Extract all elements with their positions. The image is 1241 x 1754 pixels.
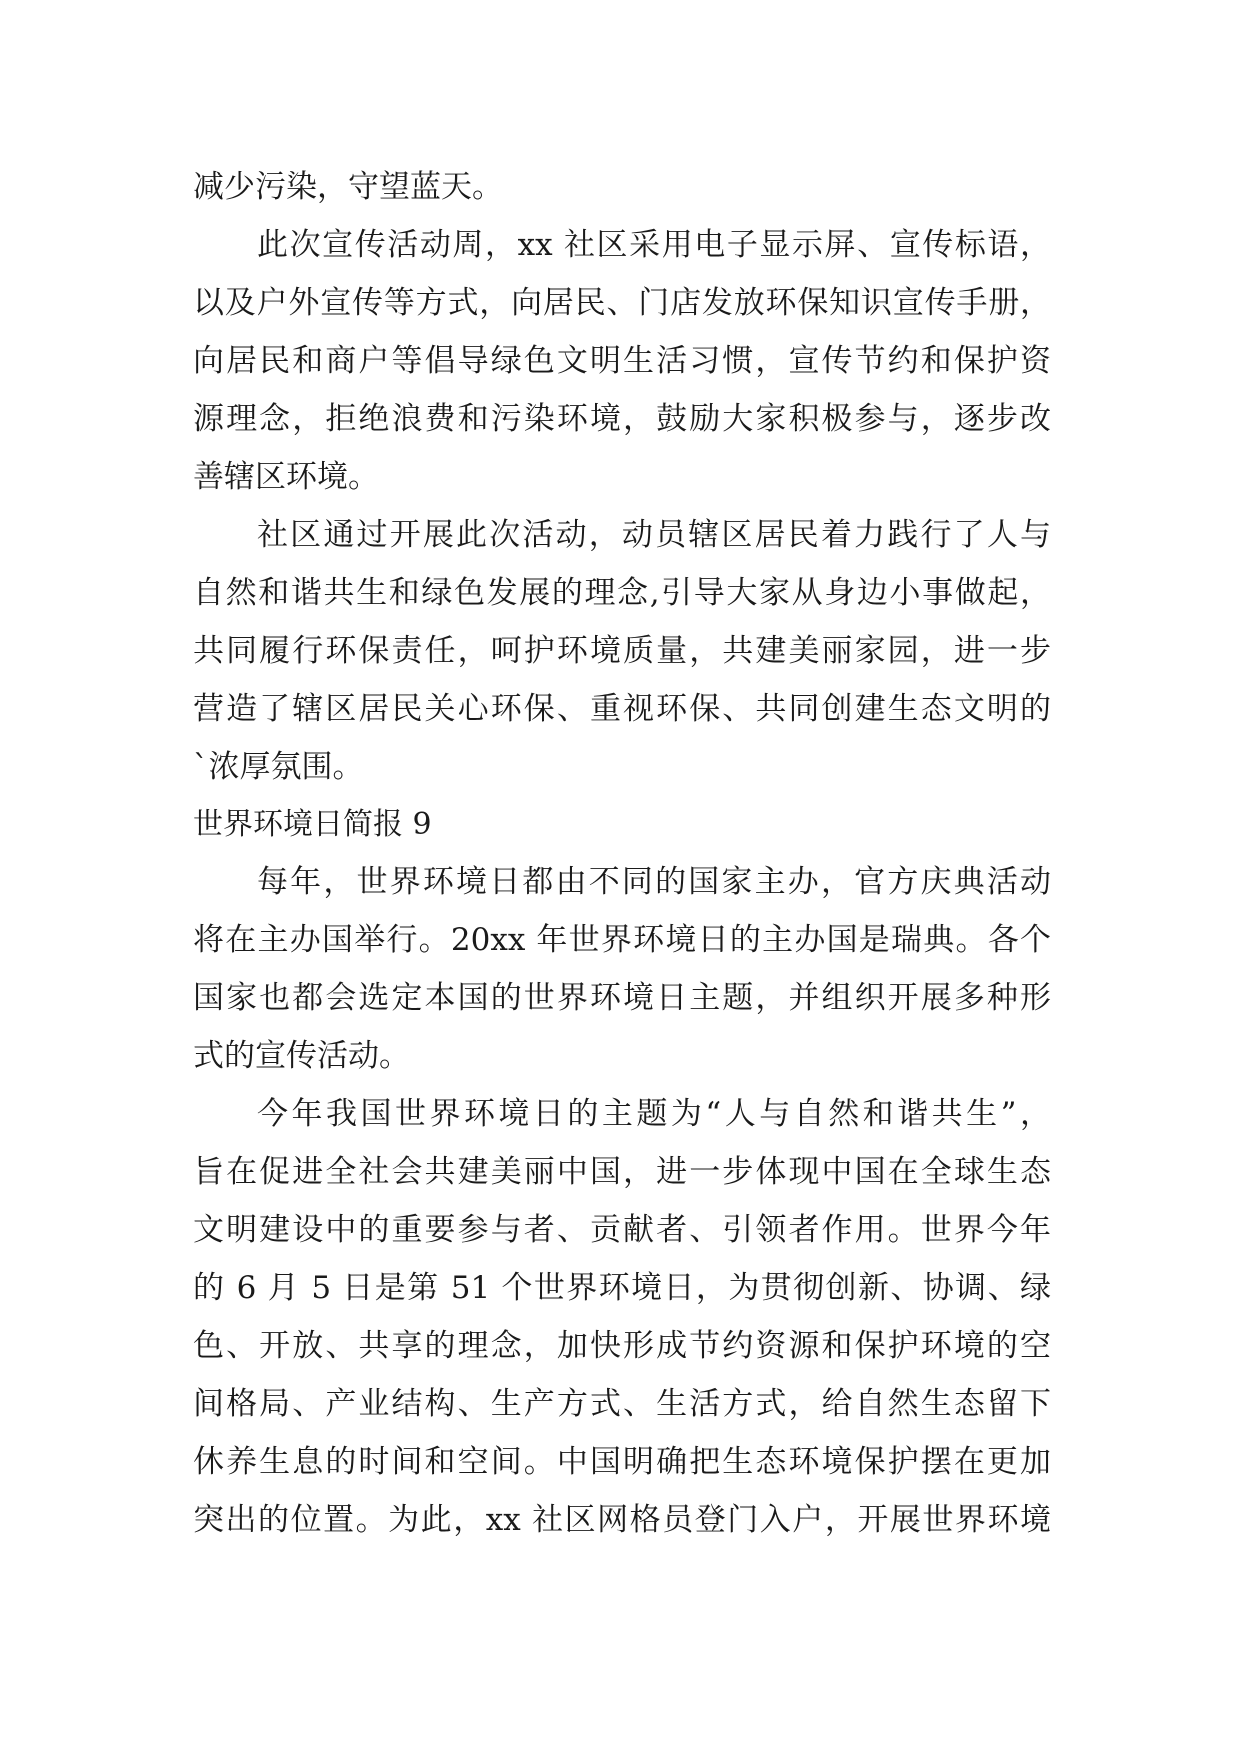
text-line: 善辖区环境。 [193, 459, 379, 495]
text-line: 向居民和商户等倡导绿色文明生活习惯，宣传节约和保护资 [193, 343, 1051, 379]
document-body [193, 158, 1051, 1549]
text-line: 源理念，拒绝浪费和污染环境，鼓励大家积极参与，逐步改 [193, 401, 1051, 437]
text-line: 国家也都会选定本国的世界环境日主题，并组织开展多种形 [193, 980, 1051, 1016]
text-line: 此次宣传活动周，xx 社区采用电子显示屏、宣传标语， [257, 227, 1051, 263]
text-line: 将在主办国举行。20xx 年世界环境日的主办国是瑞典。各个 [193, 922, 1051, 958]
text-line: `浓厚氛围。 [193, 749, 364, 785]
text-line: 休养生息的时间和空间。中国明确把生态环境保护摆在更加 [193, 1444, 1051, 1480]
paragraph [193, 853, 1051, 1085]
text-line: 色、开放、共享的理念，加快形成节约资源和保护环境的空 [193, 1328, 1051, 1364]
text-line: 共同履行环保责任，呵护环境质量，共建美丽家园，进一步 [193, 633, 1051, 669]
text-line: 每年，世界环境日都由不同的国家主办，官方庆典活动 [257, 864, 1051, 900]
text-line: 式的宣传活动。 [193, 1038, 410, 1074]
text-line: 减少污染，守望蓝天。 [193, 169, 503, 205]
text-line: 社区通过开展此次活动，动员辖区居民着力践行了人与 [257, 517, 1051, 553]
paragraph [193, 1085, 1051, 1549]
text-line: 突出的位置。为此，xx 社区网格员登门入户，开展世界环境 [193, 1502, 1051, 1538]
section-heading [193, 796, 1051, 853]
text-line: 自然和谐共生和绿色发展的理念,引导大家从身边小事做起， [193, 575, 1051, 611]
text-line: 以及户外宣传等方式，向居民、门店发放环保知识宣传手册， [193, 285, 1051, 321]
text-line: 今年我国世界环境日的主题为“人与自然和谐共生”， [257, 1096, 1051, 1132]
text-line: 营造了辖区居民关心环保、重视环保、共同创建生态文明的 [193, 691, 1051, 727]
paragraph [193, 158, 1051, 216]
text-line: 旨在促进全社会共建美丽中国，进一步体现中国在全球生态 [193, 1154, 1051, 1190]
text-line: 间格局、产业结构、生产方式、生活方式，给自然生态留下 [193, 1386, 1051, 1422]
text-line: 文明建设中的重要参与者、贡献者、引领者作用。世界今年 [193, 1212, 1051, 1248]
paragraph [193, 216, 1051, 506]
paragraph [193, 506, 1051, 796]
text-line: 的 6 月 5 日是第 51 个世界环境日，为贯彻创新、协调、绿 [193, 1270, 1051, 1306]
heading-text: 世界环境日简报 9 [193, 807, 432, 842]
